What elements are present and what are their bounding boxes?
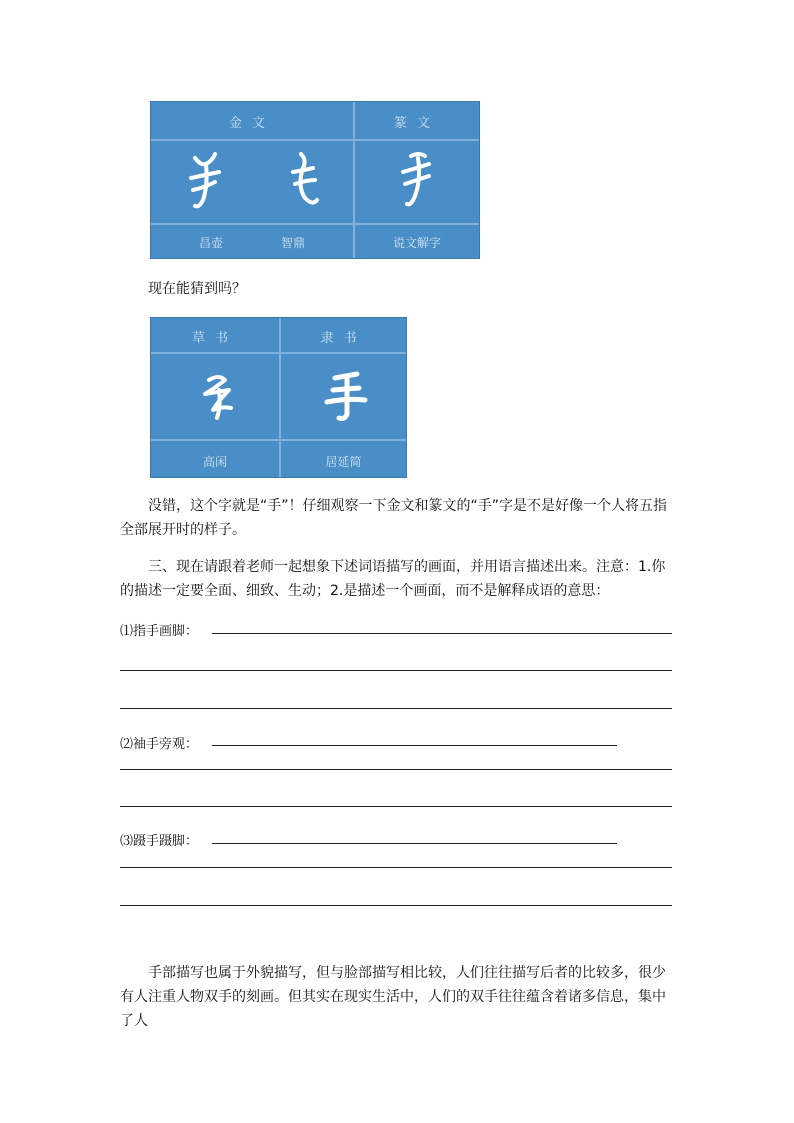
item-1-answer-line-3[interactable] <box>120 708 672 709</box>
panel-divider <box>151 139 479 141</box>
header-caoshu: 草书 <box>191 331 238 346</box>
jinwen-shou-glyph-1-icon <box>181 150 231 214</box>
item-1-label: ⑴指手画脚： <box>120 624 199 639</box>
item-2-answer-line-2[interactable] <box>120 769 672 770</box>
footer-shuowenjiezi: 说文解字 <box>392 236 441 250</box>
question-text: 现在能猜到吗？ <box>148 281 246 297</box>
panel-divider <box>151 223 479 225</box>
item-2-label: ⑵袖手旁观： <box>120 737 199 752</box>
footer-gaoxian: 高闲 <box>202 455 227 469</box>
answer-paragraph: 没错，这个字就是“手”！仔细观察一下金文和篆文的“手”字是不是好像一个人将五指全部展开时的样子。 <box>120 498 668 538</box>
footer-zhiding: 智鼎 <box>280 236 305 250</box>
task-paragraph: 三、现在请跟着老师一起想象下述词语描写的画面，并用语言描述出来。注意：1.你的描述一定要全面、细致、生动；2.是描述一个画面，而不是解释成语的意思： <box>120 559 666 599</box>
caoshu-shou-glyph-icon <box>193 370 243 426</box>
footer-changhu: 昌壶 <box>198 236 223 250</box>
item-1-answer-line-2[interactable] <box>120 670 672 671</box>
item-3-answer-line-1[interactable] <box>212 843 617 844</box>
header-lishu: 隶书 <box>320 331 367 346</box>
item-2-answer-line-3[interactable] <box>120 806 672 807</box>
footer-juyanjian: 居延简 <box>325 455 362 469</box>
header-jinwen: 金文 <box>228 116 275 131</box>
lishu-shou-glyph-icon <box>321 370 371 426</box>
zhuanwen-shou-glyph-icon <box>391 150 441 214</box>
item-1-answer-line-1[interactable] <box>212 633 672 634</box>
item-3-answer-line-3[interactable] <box>120 905 672 906</box>
header-zhuanwen: 篆文 <box>393 116 440 131</box>
caoshu-lishu-image <box>150 317 407 478</box>
item-3-answer-line-2[interactable] <box>120 867 672 868</box>
jinwen-shou-glyph-2-icon <box>279 150 329 214</box>
item-3-label: ⑶蹑手蹑脚： <box>120 834 199 849</box>
closing-paragraph: 手部描写也属于外貌描写，但与脸部描写相比较，人们往往描写后者的比较多，很少有人注重人物双手的刻画。但其实在现实生活中，人们的双手往往蕴含着诸多信息，集中了人 <box>120 965 666 1029</box>
jinwen-zhuanwen-image <box>150 101 480 259</box>
item-2-answer-line-1[interactable] <box>212 745 617 746</box>
